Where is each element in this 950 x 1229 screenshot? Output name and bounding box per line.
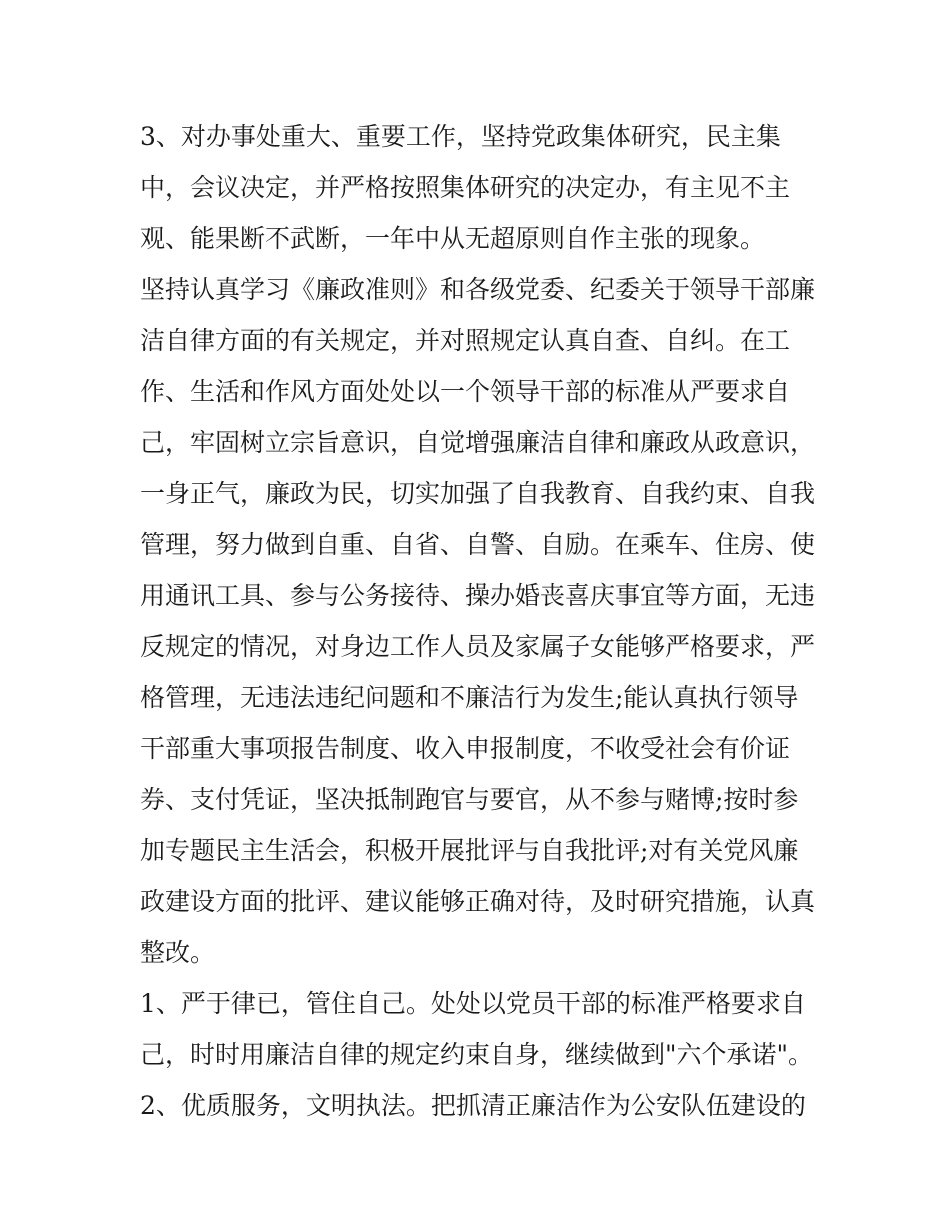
document-body [140, 111, 820, 1131]
text-line: 洁自律方面的有关规定，并对照规定认真自查、自纠。在工 [140, 326, 791, 355]
text-line: 加专题民主生活会，积极开展批评与自我批评;对有关党风廉 [140, 836, 799, 865]
text-line: 券、支付凭证，坚决抵制跑官与要官，从不参与赌博;按时参 [140, 785, 799, 814]
text-line: 格管理，无违法违纪问题和不廉洁行为发生;能认真执行领导 [140, 683, 799, 712]
text-line: 一身正气，廉政为民，切实加强了自我教育、自我约束、自我 [140, 479, 816, 508]
text-line: 整改。 [140, 938, 216, 967]
text-line: 2、优质服务，文明执法。把抓清正廉洁作为公安队伍建设的 [140, 1091, 806, 1120]
text-line: 坚持认真学习《廉政准则》和各级党委、纪委关于领导干部廉 [140, 275, 816, 304]
text-line: 干部重大事项报告制度、收入申报制度，不收受社会有价证 [140, 734, 791, 763]
text-line: 3、对办事处重大、重要工作，坚持党政集体研究，民主集 [140, 122, 781, 151]
text-line: 观、能果断不武断，一年中从无超原则自作主张的现象。 [140, 224, 766, 253]
text-line: 用通讯工具、参与公务接待、操办婚丧喜庆事宜等方面，无违 [140, 581, 816, 610]
text-line: 作、生活和作风方面处处以一个领导干部的标准从严要求自 [140, 377, 791, 406]
text-line: 1、严于律已，管住自己。处处以党员干部的标准严格要求自 [140, 989, 806, 1018]
text-line: 中，会议决定，并严格按照集体研究的决定办，有主见不主 [140, 173, 791, 202]
text-line: 己，牢固树立宗旨意识，自觉增强廉洁自律和廉政从政意识， [140, 428, 816, 457]
text-line: 反规定的情况，对身边工作人员及家属子女能够严格要求，严 [140, 632, 816, 661]
text-line: 政建设方面的批评、建议能够正确对待，及时研究措施，认真 [140, 887, 816, 916]
text-line: 管理，努力做到自重、自省、自警、自励。在乘车、住房、使 [140, 530, 816, 559]
text-line: 己，时时用廉洁自律的规定约束自身，继续做到"六个承诺"。 [140, 1040, 814, 1069]
